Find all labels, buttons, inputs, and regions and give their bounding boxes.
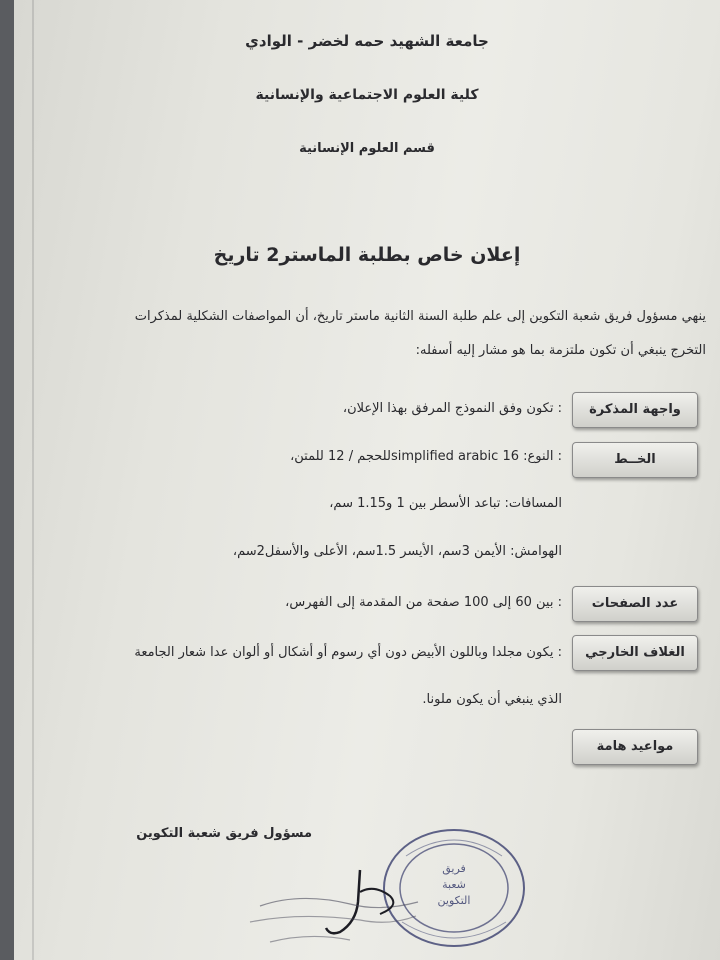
cover-label: واجهة المذكرة: [572, 392, 698, 428]
font-value: : النوع: simplified arabic 16للحجم / 12 للمتن،: [290, 449, 562, 464]
document-page: [14, 0, 720, 960]
announcement-title: إعلان خاص بطلبة الماستر2 تاريخ: [213, 244, 521, 266]
department-name: قسم العلوم الإنسانية: [299, 141, 435, 156]
intro-line-2: التخرج ينبغي أن تكون ملتزمة بما هو مشار إليه أسفله:: [415, 343, 706, 358]
pages-value: : بين 60 إلى 100 صفحة من المقدمة إلى الفهرس،: [285, 595, 562, 610]
signature-title: مسؤول فريق شعبة التكوين: [136, 826, 312, 841]
pages-label: عدد الصفحات: [572, 586, 698, 622]
binding-value-1: : يكون مجلدا وباللون الأبيض دون أي رسوم أو أشكال أو ألوان عدا شعار الجامعة: [134, 645, 562, 660]
university-name: جامعة الشهيد حمه لخضر - الوادي: [245, 32, 489, 50]
cover-value: : تكون وفق النموذج المرفق بهذا الإعلان،: [342, 401, 562, 416]
spacing-value: المسافات: تباعد الأسطر بين 1 و1.15 سم،: [329, 496, 562, 511]
deadlines-label: مواعيد هامة: [572, 729, 698, 765]
svg-text:فريق: فريق: [442, 862, 466, 875]
svg-text:التكوين: التكوين: [437, 894, 471, 907]
handwritten-signature: [240, 862, 430, 952]
svg-text:شعبة: شعبة: [442, 878, 466, 891]
faculty-name: كلية العلوم الاجتماعية والإنسانية: [255, 87, 479, 103]
binding-value-2: الذي ينبغي أن يكون ملونا.: [422, 692, 562, 707]
font-label: الخــط: [572, 442, 698, 478]
binding-label: الغلاف الخارجي: [572, 635, 698, 671]
margins-value: الهوامش: الأيمن 3سم، الأيسر 1.5سم، الأعلى والأسفل2سم،: [232, 544, 562, 559]
intro-line-1: ينهي مسؤول فريق شعبة التكوين إلى علم طلبة السنة الثانية ماستر تاريخ، أن المواصفات الشكلية لمذكرات: [134, 309, 706, 324]
